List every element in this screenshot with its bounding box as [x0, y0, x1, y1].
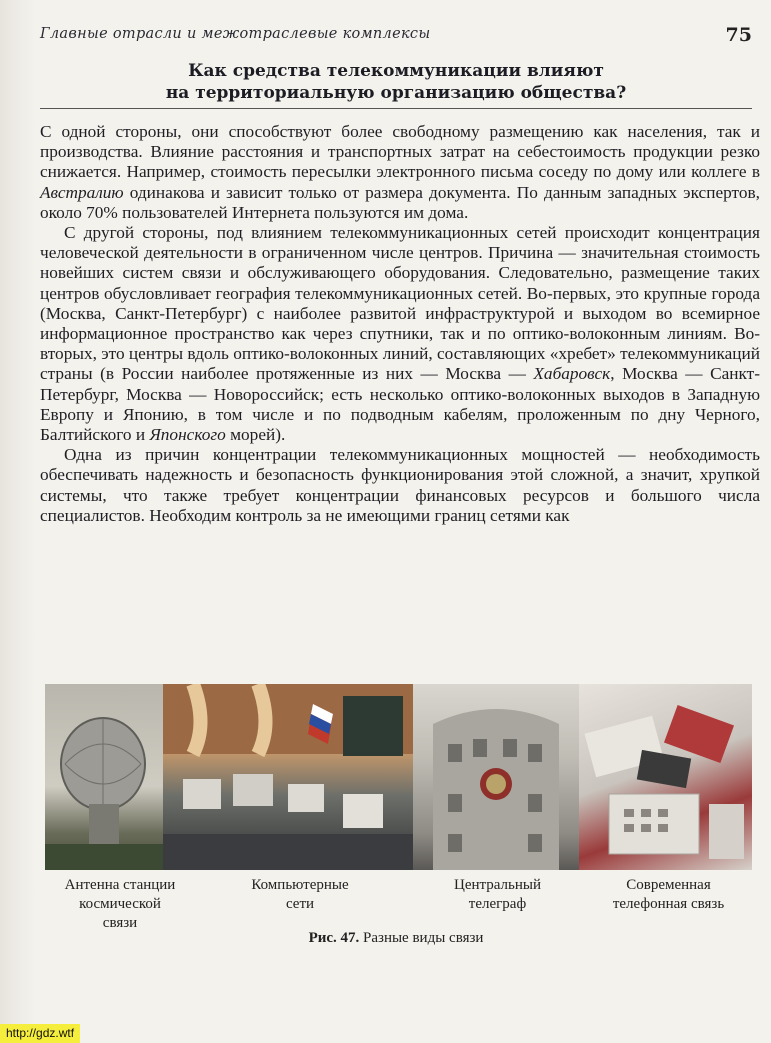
section-title: [40, 60, 752, 104]
computer-room-icon: [163, 684, 413, 870]
photo-phones: [579, 684, 752, 870]
caption-telegraph: Центральный телеграф: [453, 877, 541, 912]
page-edge: [0, 0, 36, 1043]
emphasis-khabarovsk: Хабаровск: [533, 364, 611, 384]
photo-telegraph: [413, 684, 579, 870]
figure-captions: [40, 876, 752, 936]
title-rule: [40, 108, 752, 109]
section-title-line-2: на территориальную организацию общества?: [165, 83, 627, 103]
watermark-link[interactable]: http://gdz.wtf: [0, 1024, 80, 1043]
photo-computers: [163, 684, 413, 870]
page-header: [40, 24, 752, 48]
figure-title: Разные виды связи: [359, 930, 484, 946]
satellite-dish-icon: [45, 684, 163, 870]
caption-antenna: Антенна станции космической связи: [64, 877, 176, 931]
emphasis-japanese: Японского: [149, 425, 226, 445]
paragraph-3: Одна из причин концентрации телекоммуникационных мощностей — необходимость обеспечивать надежность и безопасность функционирования этой сложной, а значит, хрупкой системы, что также требует концентрации финансовых ресурсов и большого числа специалистов. Необходим контроль за не имеющими границ сетями как: [40, 445, 760, 525]
telephone-icon: [579, 684, 752, 870]
figure-47-photos: [45, 684, 752, 870]
section-title-line-1: Как средства телекоммуникации влияют: [188, 61, 604, 81]
figure-label: [40, 930, 752, 947]
figure-number: Рис. 47.: [308, 930, 360, 946]
caption-phones: Современная телефонная связь: [612, 877, 725, 912]
body-text: [40, 122, 760, 526]
photo-antenna: [45, 684, 163, 870]
emphasis-australia: Австралию: [40, 182, 124, 202]
paragraph-1: С одной стороны, они способствуют более свободному размещению как населения, так и производства. Влияние расстояния и транспортных затрат на себестоимость продукции резко снижается. Например, стоимость пересылки электронного письма соседу по дому или коллеге в Австралию одинакова и зависит только от размера документа. По данным западных экспертов, около 70% пользователей Интернета пользуются им дома.: [40, 122, 760, 222]
telegraph-building-icon: [413, 684, 579, 870]
running-head: Главные отрасли и межотраслевые комплексы: [40, 26, 431, 42]
page-number: 75: [725, 24, 752, 46]
paragraph-2: С другой стороны, под влиянием телекоммуникационных сетей происходит концентрация человеческой деятельности в ограниченном числе центров. Причина — значительная стоимость новейших систем связи и обслуживающего оборудования. Следовательно, размещение таких центров обусловливает география телекоммуникационных сетей. Во-первых, это крупные города (Москва, Санкт-Петербург) с наиболее развитой инфраструктурой и выходом во всемирное информационное пространство как через спутники, так и по оптико-волоконным линиям. Во-вторых, это центры вдоль оптико-волоконных линий, составляющих «хребет» телекоммуникаций страны (в России наиболее протяженные из них — Москва — Хабаровск, Москва — Санкт-Петербург, Москва — Новороссийск; есть несколько оптико-волоконных выходов в Западную Европу и Японию, в том числе и по подводным кабелям, проложенным по дну Черного, Балтийского и Японского морей).: [40, 223, 761, 445]
caption-computers: Компьютерные сети: [251, 877, 349, 912]
